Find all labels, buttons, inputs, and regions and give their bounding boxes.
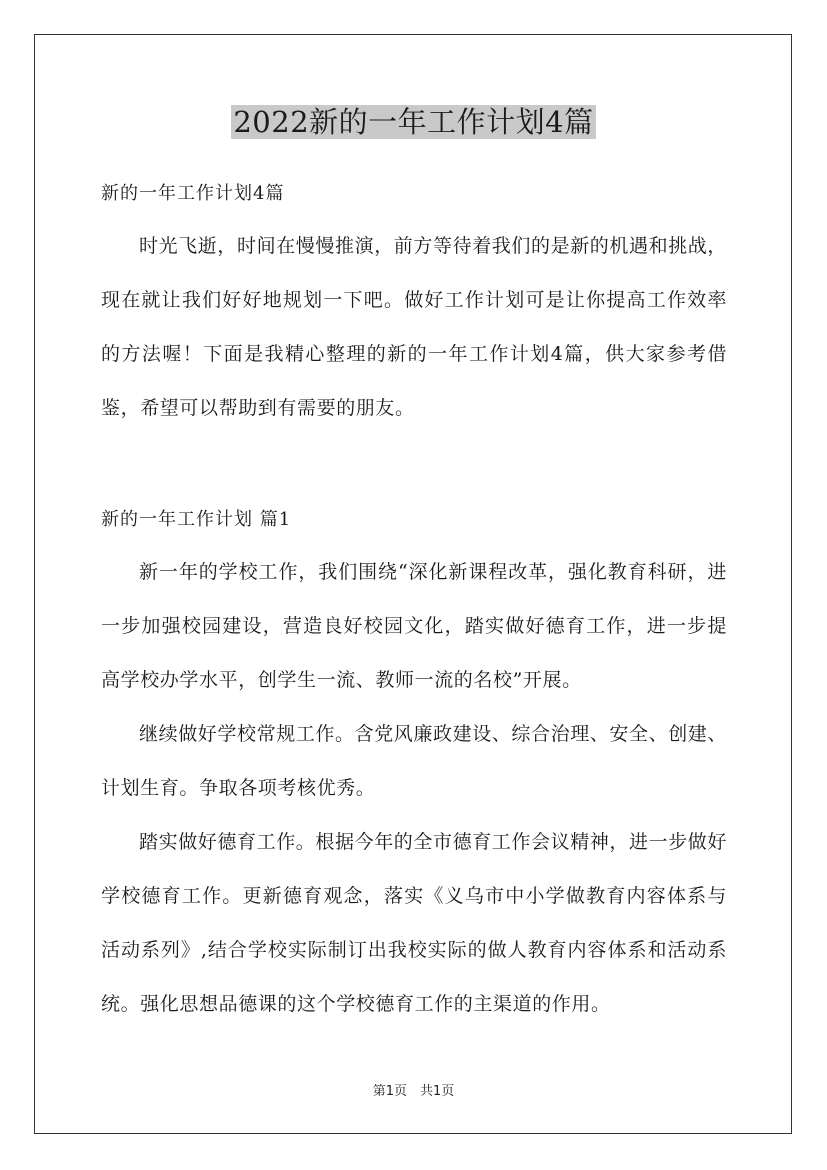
document-title-text: 2022新的一年工作计划4篇 [233,105,594,139]
intro-heading: 新的一年工作计划4篇 [101,183,285,204]
intro-paragraph: 时光飞逝，时间在慢慢推演，前方等待着我们的是新的机遇和挑战，现在就让我们好好地规划一下吧。做好工作计划可是让你提高工作效率的方法喔！下面是我精心整理的新的一年工作计划4篇，供大家参考借鉴，希望可以帮助到有需要的朋友。 [101,235,728,419]
page-footer: 第1页 共1页 [372,1084,455,1099]
section1-paragraph-1: 新一年的学校工作，我们围绕“深化新课程改革，强化教育科研，进一步加强校园建设，营造良好校园文化，踏实做好德育工作，进一步提高学校办学水平，创学生一流、教师一流的名校”开展。 [101,561,727,691]
document-title [0,102,827,142]
section1-heading: 新的一年工作计划 篇1 [101,509,292,530]
section1-paragraph-3: 踏实做好德育工作。根据今年的全市德育工作会议精神，进一步做好学校德育工作。更新德育观念，落实《义乌市中小学做教育内容体系与活动系列》,结合学校实际制订出我校实际的做人教育内容体系和活动系统。强化思想品德课的这个学校德育工作的主渠道的作用。 [101,831,728,1015]
section1-paragraph-2: 继续做好学校常规工作。含党风廉政建设、综合治理、安全、创建、计划生育。争取各项考核优秀。 [101,723,728,799]
